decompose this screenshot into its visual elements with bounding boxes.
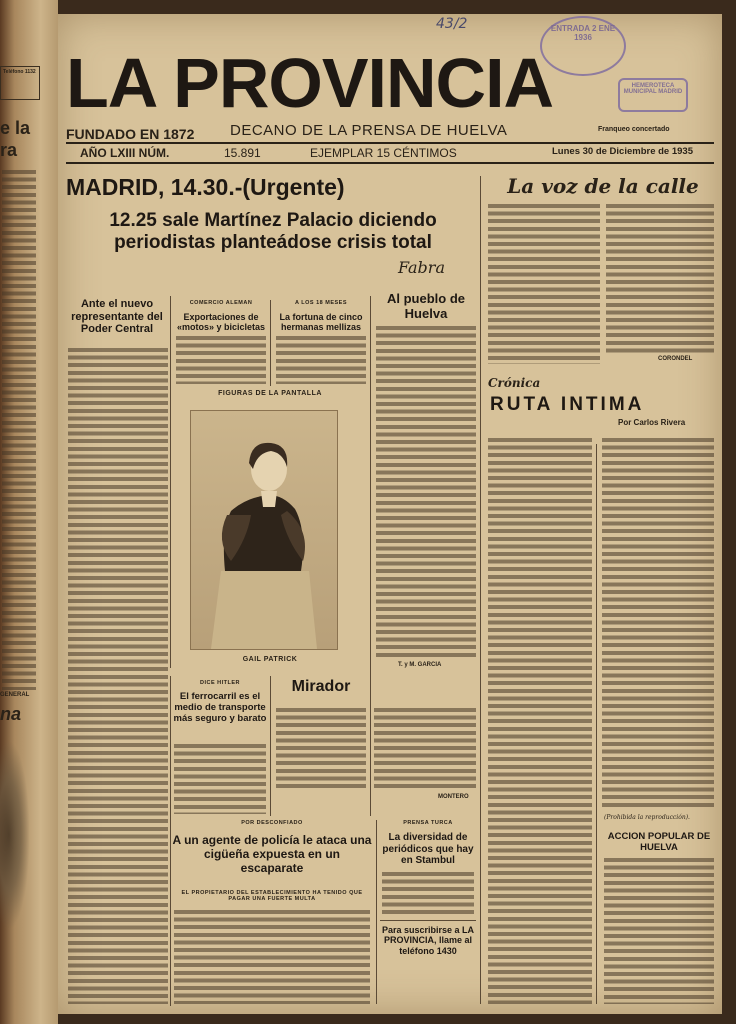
- franqueo-label: Franqueo concertado: [598, 126, 670, 133]
- newspaper-page: [58, 14, 722, 1014]
- lead-agency: Fabra: [398, 258, 445, 277]
- edge-fragment-2: ra: [0, 140, 18, 160]
- left-col-headline: Ante el nuevo representante del Poder Central: [71, 298, 163, 336]
- edge-phone-box: Teléfono 1132: [0, 66, 40, 100]
- turca-headline: La diversidad de periódicos que hay en Stambul: [382, 832, 474, 866]
- masthead-title: LA PROVINCIA: [66, 44, 554, 122]
- brief-2-headline: La fortuna de cinco hermanas mellizas: [279, 312, 363, 333]
- issue-number: 15.891: [224, 146, 261, 160]
- lead-headline: MADRID, 14.30.-(Urgente): [66, 174, 345, 200]
- year-number: AÑO LXIII NÚM.: [80, 146, 170, 160]
- cronica-body-col-2: [602, 438, 714, 810]
- brief-1-body: [176, 336, 266, 384]
- hitler-headline: El ferrocarril es el medio de transporte más seguro y barato: [173, 691, 267, 724]
- brief-2-kicker: A LOS 18 MESES: [294, 300, 348, 306]
- cronica-body-col-1: [488, 438, 592, 1004]
- brief-1-headline: Exportaciones de «motos» y bicicletas: [176, 312, 266, 333]
- edge-fragment-3: na: [0, 704, 22, 724]
- founded-line: FUNDADO EN 1872: [66, 126, 195, 142]
- handwritten-number: 43/2: [436, 16, 468, 32]
- pueblo-body: [376, 326, 476, 658]
- mirador-title: Mirador: [291, 678, 351, 695]
- hitler-kicker: DICE HITLER: [199, 680, 241, 686]
- cronica-note: (Prohibida la reproducción).: [604, 814, 690, 821]
- lead-subheadline: 12.25 sale Martínez Palacio diciendo periodistas planteádose crisis total: [109, 210, 437, 253]
- mirador-body-col-1: [276, 708, 366, 788]
- accion-body: [604, 858, 714, 1004]
- pueblo-signature: T. y M. GARCIA: [398, 662, 442, 668]
- cronica-label: Crónica: [488, 376, 541, 390]
- issue-date: Lunes 30 de Diciembre de 1935: [552, 146, 693, 157]
- voz-signature: CORONDEL: [658, 356, 693, 362]
- brief-1-kicker: COMERCIO ALEMAN: [189, 300, 253, 306]
- left-col-body: [68, 348, 168, 1004]
- hitler-body: [174, 744, 266, 814]
- edge-illustration: [0, 740, 30, 930]
- mirador-signature: MONTERO: [438, 794, 469, 800]
- cronica-title: RUTA INTIMA: [490, 394, 645, 415]
- stamp-text: ENTRADA 2 ENE 1936: [550, 24, 616, 42]
- voz-body-col-1: [488, 204, 600, 364]
- actress-photo: [190, 410, 338, 650]
- turca-body: [382, 872, 474, 916]
- figures-caption: GAIL PATRICK: [242, 656, 298, 663]
- mirador-body-col-2: [374, 708, 476, 788]
- desconfiado-headline: A un agente de policía le ataca una cigüeña expuesta en un escaparate: [172, 833, 372, 875]
- voz-body-col-2: [606, 204, 714, 354]
- subscribe-box: Para suscribirse a LA PROVINCIA, llame al teléfono 1430: [380, 920, 476, 956]
- turca-kicker: PRENSA TURCA: [403, 820, 453, 826]
- desconfiado-kicker: POR DESCONFIADO: [241, 820, 303, 826]
- library-stamp: HEMEROTECA MUNICIPAL MADRID: [618, 78, 688, 112]
- edge-label-general: GENERAL: [0, 692, 30, 698]
- voz-title: La voz de la calle: [507, 174, 699, 198]
- accion-headline: ACCION POPULAR DE HUELVA: [607, 831, 711, 853]
- actress-portrait-illustration: [191, 411, 337, 649]
- cronica-author: Por Carlos Rivera: [618, 418, 686, 427]
- desconfiado-body: [174, 910, 370, 1004]
- desconfiado-subhead: EL PROPIETARIO DEL ESTABLECIMIENTO HA TENIDO QUE PAGAR UNA FUERTE MULTA: [181, 890, 363, 902]
- brief-2-body: [276, 336, 366, 384]
- pueblo-headline: Al pueblo de Huelva: [387, 291, 465, 321]
- edge-fragment-1: e la: [0, 118, 31, 138]
- figures-heading: FIGURAS DE LA PANTALLA: [218, 390, 322, 397]
- price-line: EJEMPLAR 15 CÉNTIMOS: [310, 146, 457, 160]
- masthead-motto: DECANO DE LA PRENSA DE HUELVA: [230, 122, 508, 139]
